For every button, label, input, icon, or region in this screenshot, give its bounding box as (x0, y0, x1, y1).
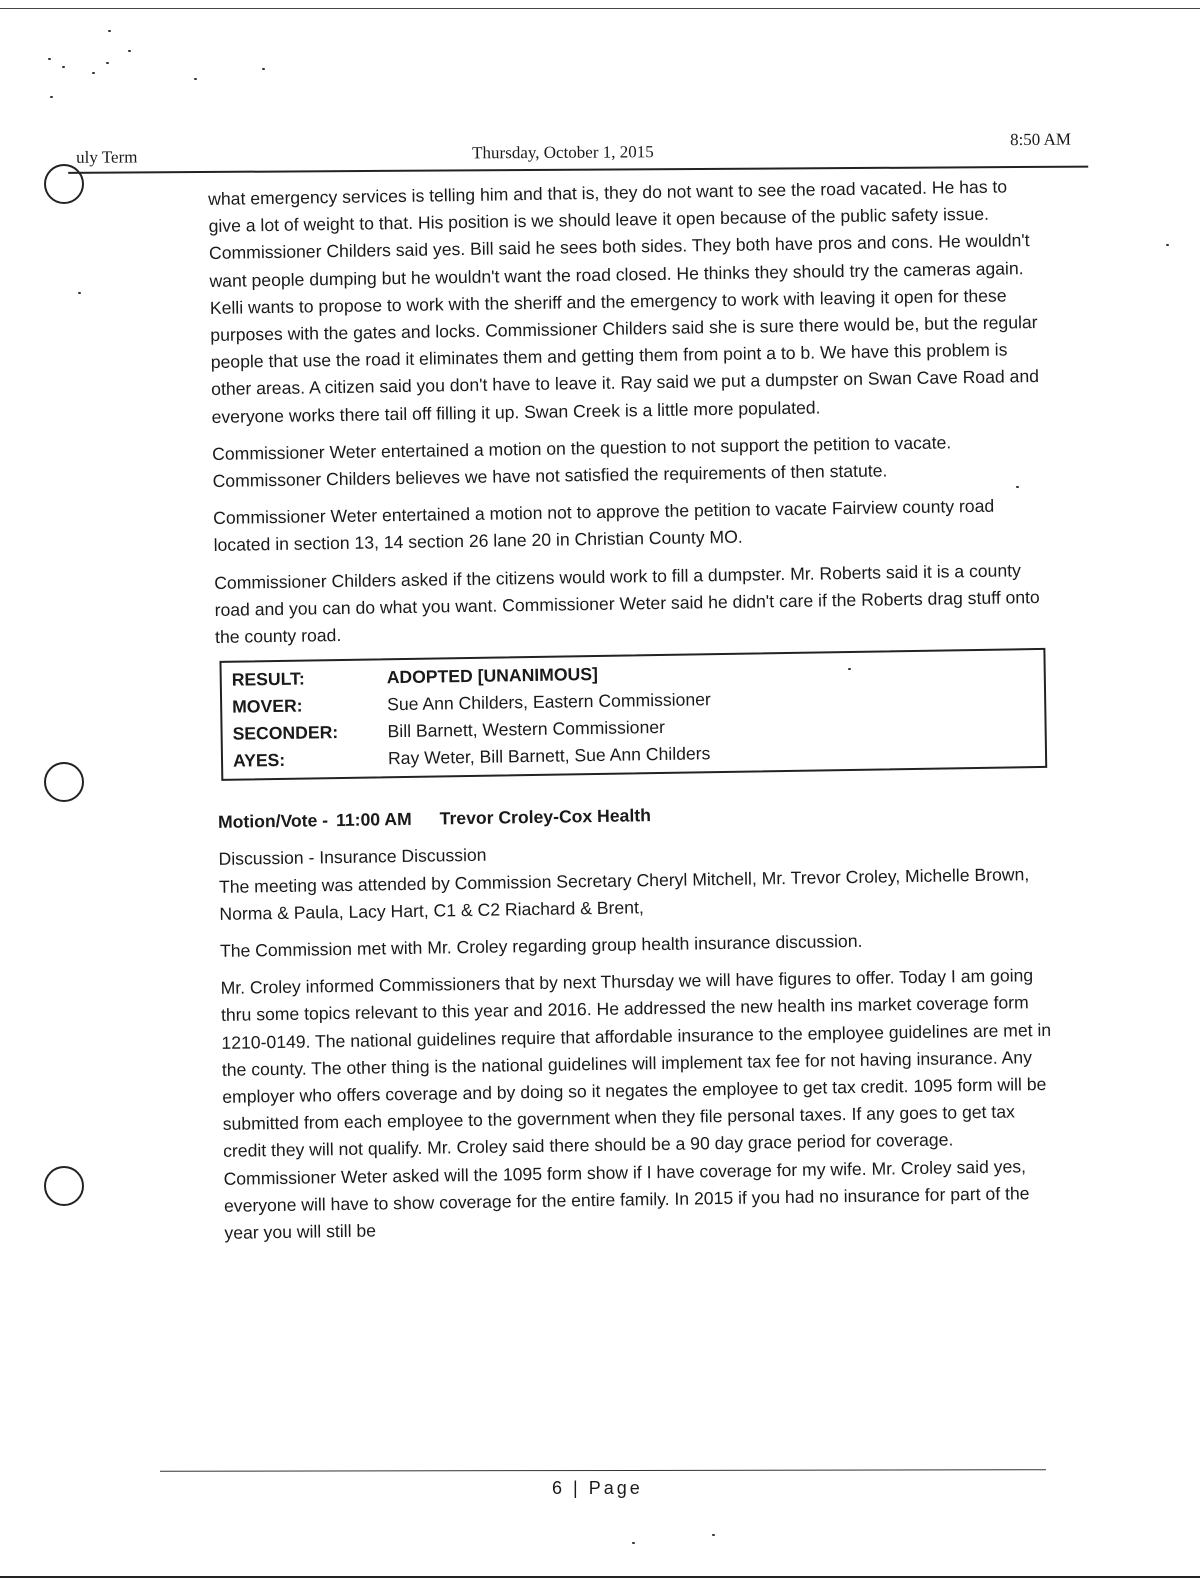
scan-speck (106, 62, 109, 64)
punch-hole-icon (44, 762, 84, 802)
minutes-body (208, 173, 1055, 1257)
scan-speck (712, 1534, 715, 1536)
scan-speck (1166, 244, 1169, 246)
scan-speck (50, 96, 53, 98)
motion-label: Motion/Vote - (217, 810, 329, 833)
scan-speck (108, 30, 111, 32)
result-value: ADOPTED [UNANIMOUS] (386, 664, 598, 688)
scan-top-edge (0, 8, 1200, 9)
scan-bottom-edge (0, 1576, 1200, 1578)
scan-speck (128, 50, 131, 52)
ayes-key: AYES: (232, 750, 286, 771)
motion-time: 11:00 AM (335, 809, 412, 831)
header-time: 8:50 AM (1009, 129, 1072, 150)
seconder-value: Bill Barnett, Western Commissioner (387, 717, 666, 742)
scan-speck (92, 72, 95, 74)
scan-speck (62, 66, 65, 68)
page-number: 6 | Page (552, 1478, 643, 1498)
header-divider (68, 166, 1088, 174)
body-paragraph: Mr. Croley informed Commissioners that by next Thursday we will have figures to offer. Today I am going thru some topics relevant to this year and 2016. He addressed the new health ins market coverage form 1210-0149. The national guidelines require that affordable insurance to the employee guidelines are met in the county. The other thing is the national guidelines will implement tax fee for not having insurance. Any employer who offers coverage and by doing so it negates the employee to get tax credit. 1095 form will be submitted from each employee to the government when they file personal taxes. If any goes to get tax credit they will not qualify. Mr. Croley said there should be a 90 day grace period for coverage. Commissioner Weter asked will the 1095 form show if I have coverage for my wife. Mr. Croley said yes, everyone will have to show coverage for the entire family. In 2015 if you had no insurance for part of the year you will still be (220, 965, 1052, 1243)
term-label: uly Term (76, 147, 138, 167)
mover-key: MOVER: (232, 695, 303, 717)
mover-value: Sue Ann Childers, Eastern Commissioner (387, 689, 711, 715)
vote-result-box (219, 648, 1047, 781)
seconder-key: SECONDER: (232, 722, 339, 744)
discussion-line: Discussion - Insurance Discussion (218, 845, 487, 870)
ayes-value: Ray Weter, Bill Barnett, Sue Ann Childers (387, 743, 711, 769)
scan-speck (78, 292, 81, 294)
scan-speck (48, 58, 51, 60)
motion-title: Trevor Croley-Cox Health (439, 805, 652, 829)
body-paragraph: Commissioner Childers asked if the citizens would work to fill a dumpster. Mr. Roberts said it is a county road and you can do what you want. Commissioner Weter said he didn't care if the Roberts drag stuff onto the county road. (214, 559, 1040, 647)
footer-divider (160, 1469, 1046, 1472)
punch-hole-icon (44, 1166, 84, 1206)
result-key: RESULT: (231, 668, 305, 690)
motion-heading (218, 796, 1048, 836)
scan-speck (632, 1542, 635, 1544)
body-paragraph: The Commission met with Mr. Croley regarding group health insurance discussion. (219, 930, 863, 961)
body-paragraph: Commissioner Weter entertained a motion not to approve the petition to vacate Fairview county road located in section 13, 14 section 26 lane 20 in Christian County MO. (213, 495, 995, 556)
body-paragraph: what emergency services is telling him and that is, they do not want to see the road vacated. He has to give a lot of weight to that. His position is we should leave it open because of the public safety issue. Commissioner Childers said yes. Bill said he sees both sides. They both have pros and cons. He wouldn't want people dumping but he wouldn't want the road closed. He thinks they should try the cameras again. Kelli wants to propose to work with the sheriff and the emergency to work with leaving it open for these purposes with the gates and locks. Commissioner Childers said she is sure there would be, but the regular people that use the road it eliminates them and getting them from point a to b. We have this problem is other areas. A citizen said you don't have to leave it. Ray said we put a dumpster on Swan Cave Road and everyone works there tail off filling it up. Swan Creek is a little more populated. (208, 176, 1040, 427)
body-paragraph: Commissioner Weter entertained a motion on the question to not support the petition to vacate. Commissoner Childers believes we have not satisfied the requirements of then statute. (212, 432, 952, 491)
scan-speck (262, 68, 265, 70)
header-date: Thursday, October 1, 2015 (472, 142, 654, 163)
attendance-paragraph: The meeting was attended by Commission Secretary Cheryl Mitchell, Mr. Trevor Croley, Michelle Brown, Norma & Paula, Lacy Hart, C1 & C2 Riachard & Brent, (218, 863, 1030, 924)
scan-speck (194, 78, 197, 80)
